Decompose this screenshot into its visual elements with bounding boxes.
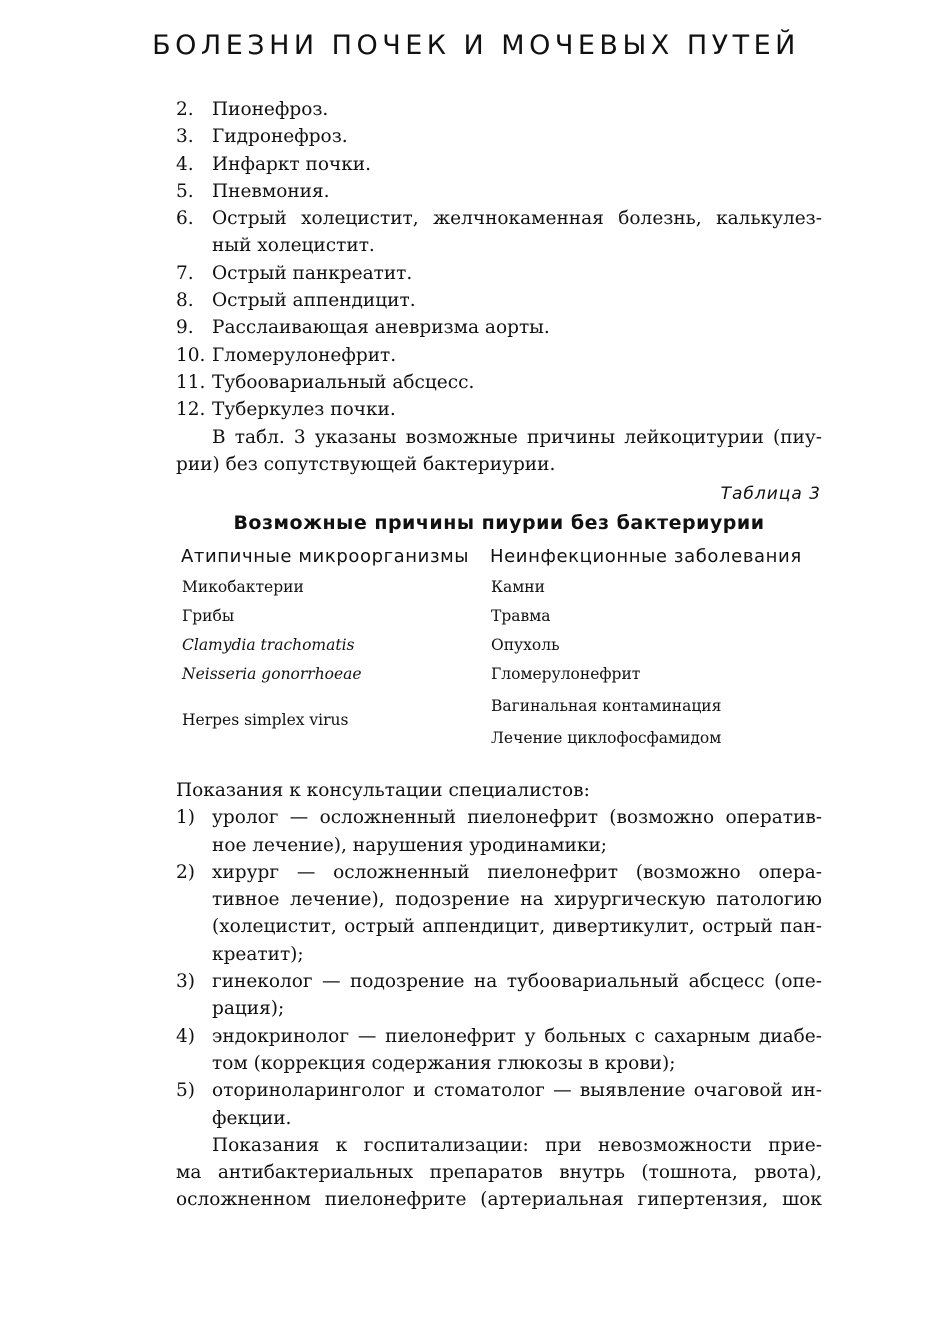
table-label: Таблица 3	[720, 484, 821, 504]
list-text: уролог — осложненный пиелонефрит (возможно оператив-	[212, 807, 822, 829]
list-number: 12.	[176, 399, 206, 421]
list-item	[176, 123, 822, 150]
list-item-continuation: ное лечение), нарушения уродинамики;	[212, 834, 608, 856]
table-cell: Clamydia trachomatis	[182, 636, 355, 654]
list-number: 4)	[176, 1025, 195, 1047]
list-text: хирург — осложненный пиелонефрит (возможно опера-	[212, 861, 822, 883]
list-number: 1)	[176, 807, 195, 829]
table-cell: Гломерулонефрит	[491, 665, 641, 683]
list-text: Туберкулез почки.	[212, 399, 396, 421]
table-cell: Herpes simplex virus	[182, 711, 349, 729]
list-text: Пневмония.	[212, 180, 330, 202]
list-number: 5.	[176, 180, 194, 202]
list-number: 4.	[176, 153, 194, 175]
list-text: Гидронефроз.	[212, 126, 348, 148]
list-text: Инфаркт почки.	[212, 153, 371, 175]
paragraph-line: осложненном пиелонефрите (артериальная гипертензия, шок	[176, 1189, 822, 1211]
list-text: Острый аппендицит.	[212, 290, 416, 312]
paragraph-line: В табл. 3 указаны возможные причины лейкоцитурии (пиу-	[212, 426, 822, 448]
list-text: гинеколог — подозрение на тубоовариальный абсцесс (опе-	[212, 971, 822, 993]
running-head: БОЛЕЗНИ ПОЧЕК И МОЧЕВЫХ ПУТЕЙ	[152, 30, 800, 61]
list-item-continuation: фекции.	[212, 1107, 292, 1129]
table-cell: Грибы	[182, 607, 235, 625]
list-item	[176, 151, 822, 178]
table-cell: Лечение циклофосфамидом	[491, 729, 722, 747]
list-item	[176, 314, 822, 341]
list-item-continuation: том (коррекция содержания глюкозы в крови);	[212, 1052, 676, 1074]
list-text: Тубоовариальный абсцесс.	[212, 371, 475, 393]
table-cell: Травма	[491, 607, 551, 625]
list-number: 3.	[176, 126, 194, 148]
list-text: Гломерулонефрит.	[212, 344, 397, 366]
table-cell: Neisseria gonorrhoeae	[182, 665, 362, 683]
list-number: 8.	[176, 290, 194, 312]
list-number: 10.	[176, 344, 206, 366]
paragraph-line: рии) без сопутствующей бактериурии.	[176, 453, 556, 475]
table-cell: Опухоль	[491, 636, 560, 654]
list-item-continuation: (холецистит, острый аппендицит, дивертикулит, острый пан-	[212, 916, 822, 938]
list-number: 2)	[176, 861, 195, 883]
list-item	[176, 260, 822, 287]
table-cell: Камни	[491, 578, 545, 596]
list-number: 3)	[176, 971, 195, 993]
section-heading: Показания к консультации специалистов:	[176, 780, 590, 801]
consultation-section	[176, 777, 822, 1214]
list-text: Расслаивающая аневризма аорты.	[212, 317, 550, 339]
list-item-continuation: тивное лечение), подозрение на хирургическую патологию	[212, 889, 822, 911]
list-number: 6.	[176, 208, 194, 230]
list-text: эндокринолог — пиелонефрит у больных с сахарным диабе-	[212, 1025, 822, 1047]
list-item	[176, 369, 822, 396]
list-number: 7.	[176, 262, 194, 284]
list-item	[176, 968, 822, 995]
list-item	[176, 205, 822, 232]
list-item	[176, 178, 822, 205]
differential-list	[176, 96, 822, 478]
list-text: Пионефроз.	[212, 99, 329, 120]
table-header-col1: Атипичные микроорганизмы	[181, 546, 470, 567]
list-item-continuation: ный холецистит.	[212, 235, 375, 257]
list-item	[176, 96, 822, 123]
list-number: 2.	[176, 99, 194, 120]
list-text: Острый холецистит, желчнокаменная болезнь, калькулез-	[212, 208, 822, 230]
list-item	[176, 396, 822, 423]
list-item	[176, 804, 822, 831]
list-item	[176, 287, 822, 314]
list-number: 11.	[176, 371, 206, 393]
table-cell: Вагинальная контаминация	[491, 697, 722, 715]
table-title: Возможные причины пиурии без бактериурии	[233, 512, 765, 534]
list-item	[176, 859, 822, 886]
paragraph-line: Показания к госпитализации: при невозможности прие-	[212, 1134, 822, 1156]
list-item	[176, 342, 822, 369]
list-item	[176, 1077, 822, 1104]
list-item-continuation: креатит);	[212, 943, 304, 965]
list-item-continuation: рация);	[212, 998, 285, 1020]
list-item	[176, 1023, 822, 1050]
table-header-col2: Неинфекционные заболевания	[490, 546, 802, 567]
table-cell: Микобактерии	[182, 578, 304, 596]
paragraph-line: ма антибактериальных препаратов внутрь (тошнота, рвота),	[176, 1162, 822, 1184]
list-text: Острый панкреатит.	[212, 262, 413, 284]
list-text: оториноларинголог и стоматолог — выявление очаговой ин-	[212, 1080, 822, 1102]
list-number: 5)	[176, 1080, 195, 1102]
list-number: 9.	[176, 317, 194, 339]
